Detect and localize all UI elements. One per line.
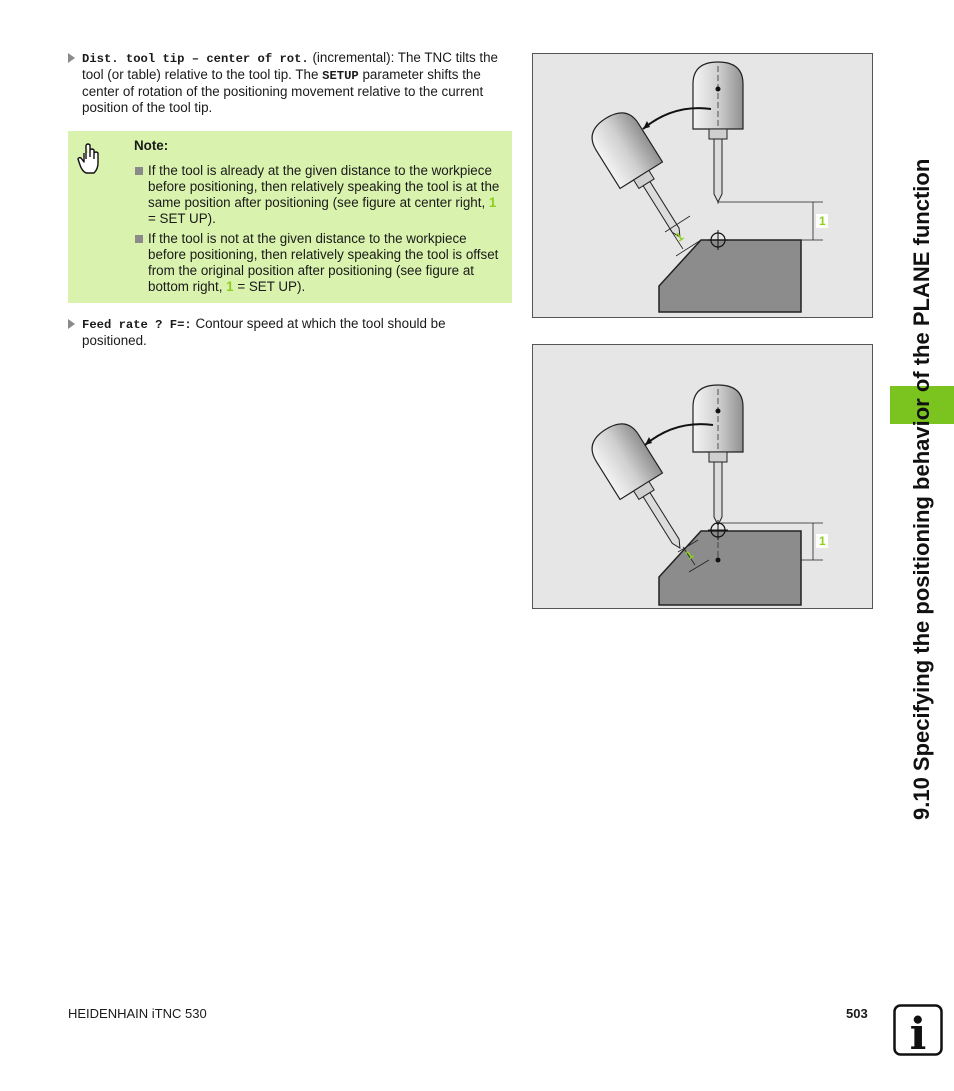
side-section-title: 9.10 Specifying the positioning behavior of the PLANE function [909,158,934,820]
dimension-label-diagonal: 1 [682,547,697,563]
parameter-text-continued: parameter shifts the center of rotation of the positioning movement relative to the current position of the tool tip. [82,67,484,115]
callout-number: 1 [226,279,234,294]
figure-bottom-right [532,344,873,609]
triangle-arrow-icon [68,319,75,329]
info-icon [893,1004,943,1056]
bullet-text: If the tool is not at the given distance to the workpiece before positioning, then relatively speaking the tool is offset from the original position after positioning (see figure at bottom right, [148,231,499,294]
parameter-code: Feed rate ? F=: [82,318,192,332]
bullet-text-end: = SET UP). [233,279,306,294]
pointing-hand-icon [77,142,101,178]
page-number: 503 [846,1006,868,1021]
note-title: Note: [134,138,169,153]
parameter-text: Contour speed at which the tool should be positioned. [82,316,446,348]
bullet-square-icon [135,167,143,175]
footer-product-name: HEIDENHAIN iTNC 530 [68,1006,207,1021]
callout-number: 1 [488,195,497,210]
parameter-item-dist-tool-tip [68,50,511,116]
parameter-description [82,50,511,116]
workpiece-shape [659,240,801,312]
parameter-description [82,316,511,349]
triangle-arrow-icon [68,53,75,63]
setup-code: SETUP [322,69,359,83]
dimension-label-vertical: 1 [819,534,826,548]
tilt-illustration [533,54,874,319]
note-bullet-offset-position [134,231,502,295]
note-box [68,131,512,303]
parameter-text: (incremental): The TNC tilts the tool (or table) relative to the tool tip. The [82,50,499,82]
bullet-text: If the tool is already at the given distance to the workpiece before positioning, then relatively speaking the tool is at the same position after positioning (see figure at center right, [148,163,500,210]
tilt-offset-illustration [533,345,874,610]
bullet-text-end: = SET UP). [148,211,216,226]
parameter-item-feed-rate [68,316,511,349]
note-bullet-same-position [134,163,502,227]
figure-center-right [532,53,873,318]
parameter-code: Dist. tool tip – center of rot. [82,52,309,66]
dimension-label-vertical: 1 [819,214,826,228]
bullet-square-icon [135,235,143,243]
info-glyph: i [909,1009,927,1056]
dimension-label-diagonal: 1 [672,229,687,245]
note-bullets [134,163,502,299]
